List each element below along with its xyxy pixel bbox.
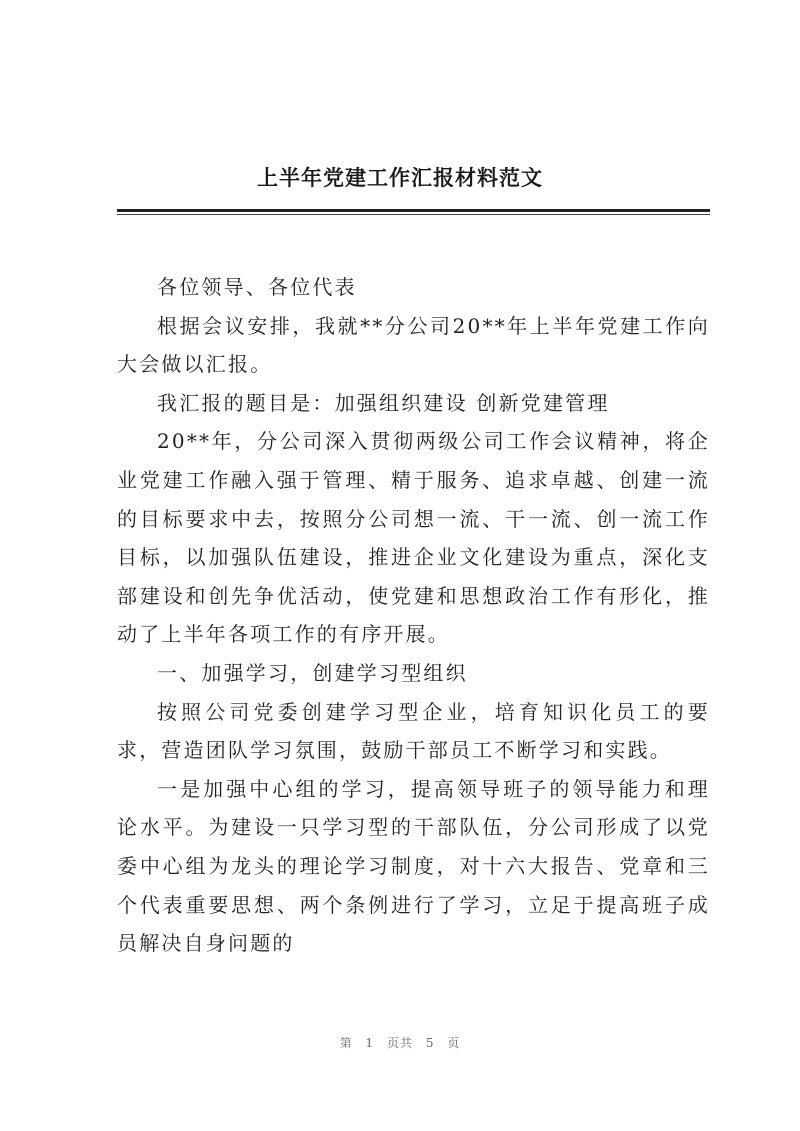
paragraph-topic: 我汇报的题目是：加强组织建设 创新党建管理 [157,390,610,415]
paragraph-intro: 根据会议安排，我就**分公司20**年上半年党建工作向大会做以汇报。 [117,313,710,377]
paragraph-salutation: 各位领导、各位代表 [157,275,357,299]
paragraph-section-1-intro: 按照公司党委创建学习型企业，培育知识化员工的要求，营造团队学习氛围，鼓励干部员工不断学习和实践。 [117,699,710,763]
paragraph-overview: 20**年，分公司深入贯彻两级公司工作会议精神，将企业党建工作融入强于管理、精于服务、追求卓越、创建一流的目标要求中去，按照分公司想一流、干一流、创一流工作目标，以加强队伍建设，推进企业文化建设为重点，深化支部建设和创先争优活动，使党建和思想政治工作有形化，推动了上半年各项工作的有序开展。 [117,429,710,647]
document-body [117,268,710,963]
title-divider [117,209,710,212]
document-title: 上半年党建工作汇报材料范文 [257,165,543,190]
paragraph-section-1-point-1: 一是加强中心组的学习，提高领导班子的领导能力和理论水平。为建设一只学习型的干部队伍，分公司形成了以党委中心组为龙头的理论学习制度，对十六大报告、党章和三个代表重要思想、两个条例进行了学习，立足于提高班子成员解决自身问题的 [117,776,710,956]
page-footer: 第 1 页共 5 页 [339,1036,461,1050]
section-heading-1: 一、加强学习，创建学习型组织 [157,660,468,685]
title-divider-thin [117,214,710,215]
